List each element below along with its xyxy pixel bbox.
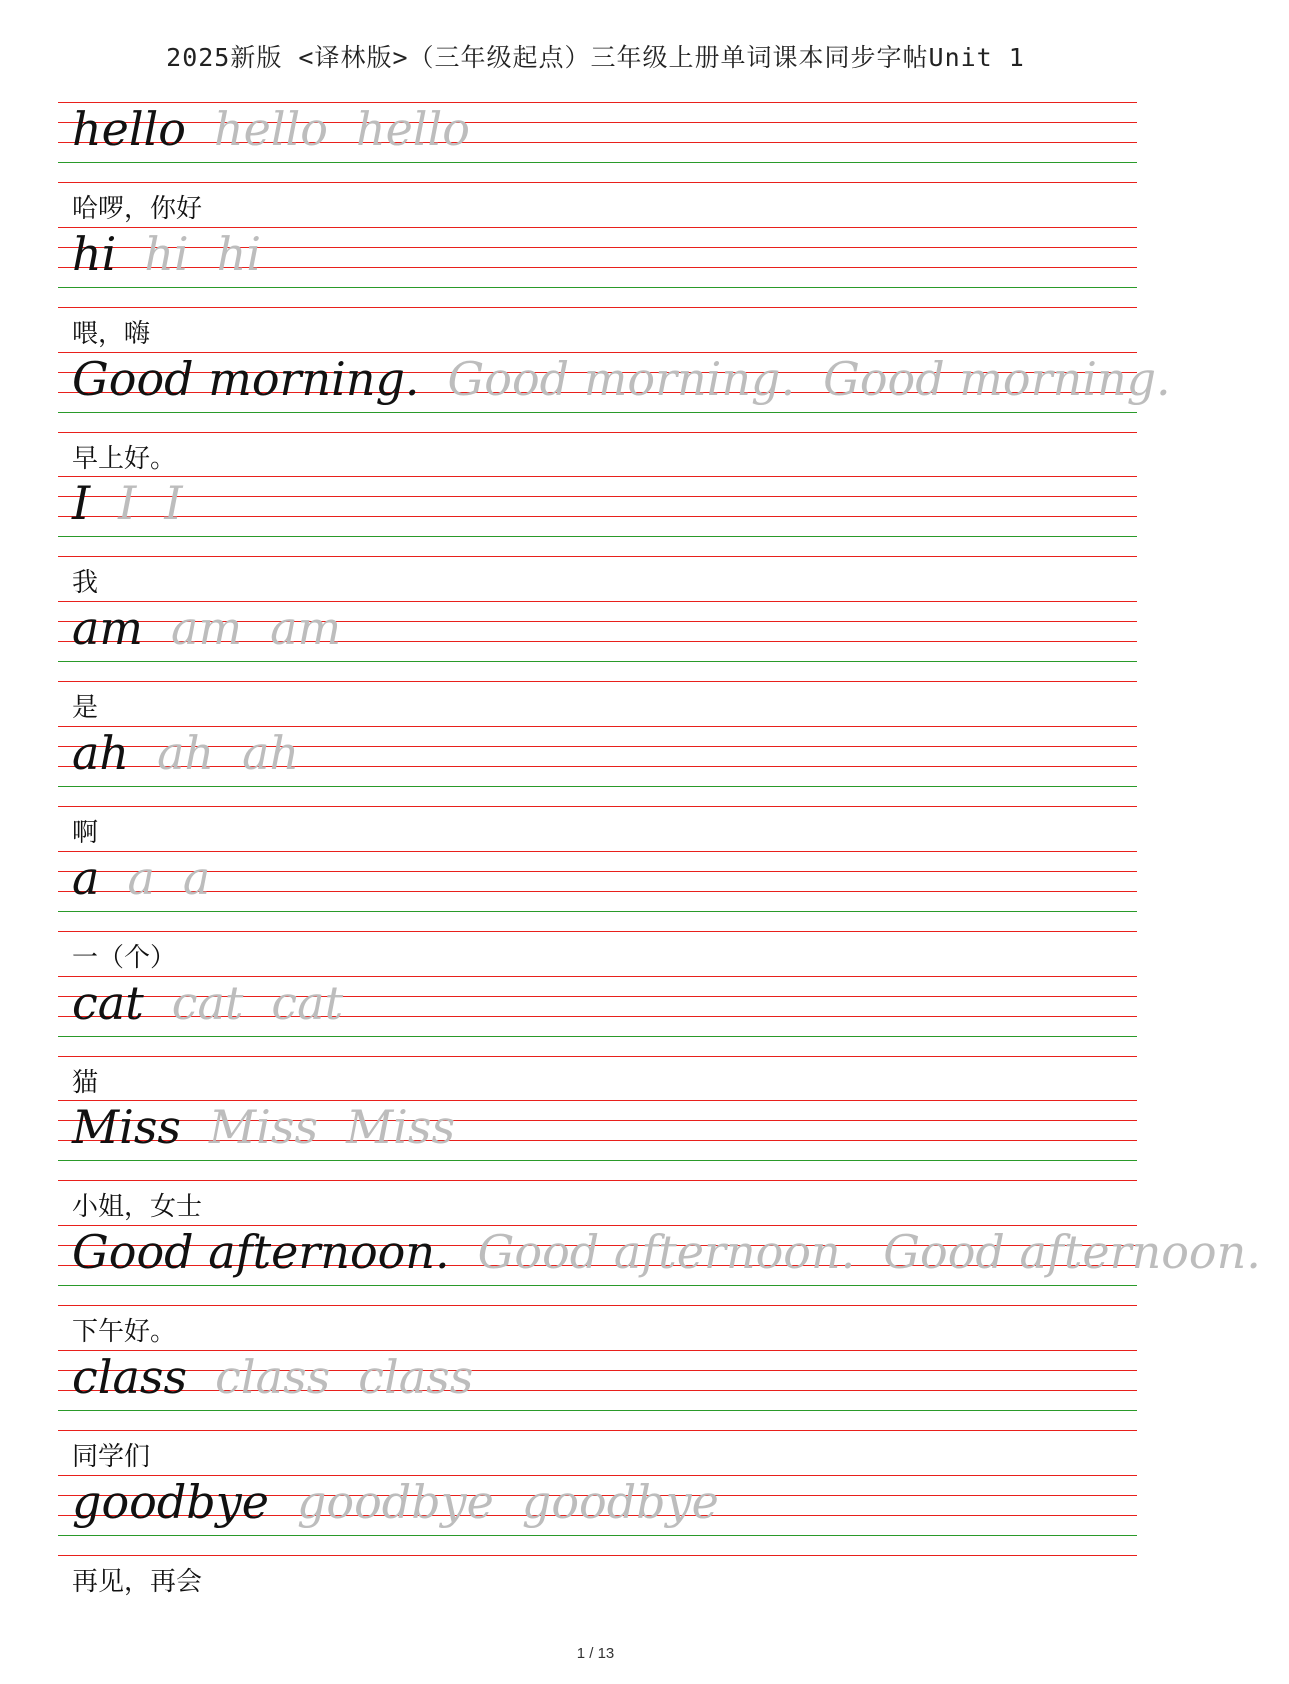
trace-word: hi <box>144 226 189 281</box>
word: Good afternoon. <box>72 1225 450 1280</box>
baseline <box>58 1410 1137 1411</box>
trace-word: Good morning. <box>823 351 1171 406</box>
word-meaning: 猫 <box>72 1067 99 1098</box>
guide-line <box>58 182 1137 183</box>
copybook-row <box>0 227 1191 351</box>
word: cat <box>72 975 144 1030</box>
trace-word: I <box>164 476 183 531</box>
baseline <box>58 911 1137 912</box>
trace-word: Good morning. <box>447 351 796 406</box>
baseline <box>58 1160 1137 1161</box>
baseline <box>58 1036 1137 1037</box>
baseline <box>58 162 1137 163</box>
word-line <box>72 102 498 156</box>
word-meaning: 我 <box>72 568 99 599</box>
copybook-row <box>0 352 1191 476</box>
word-line <box>72 226 289 281</box>
word-line <box>72 601 369 656</box>
word-meaning: 下午好。 <box>72 1317 177 1348</box>
word-meaning: 是 <box>72 693 99 724</box>
word-meaning: 哈啰，你好 <box>72 194 203 224</box>
trace-word: Miss <box>346 1100 456 1155</box>
trace-word: hello <box>355 102 470 156</box>
guide-line <box>58 516 1137 517</box>
page-number: 1 / 13 <box>576 1645 615 1662</box>
trace-word: hi <box>216 226 262 281</box>
trace-word: Good afternoon. <box>883 1225 1261 1280</box>
word-meaning: 喂，嗨 <box>72 318 151 349</box>
word-line <box>72 726 327 780</box>
trace-word: ah <box>242 726 300 780</box>
guide-line <box>58 851 1137 852</box>
guide-line <box>58 307 1137 308</box>
trace-word: class <box>358 1350 474 1404</box>
baseline <box>58 786 1137 787</box>
word-line <box>72 1350 501 1404</box>
trace-word: am <box>270 601 342 656</box>
copybook-row <box>0 851 1191 975</box>
guide-line <box>58 1056 1137 1057</box>
word-meaning: 早上好。 <box>72 443 177 474</box>
word: ah <box>72 726 130 780</box>
word: Good morning. <box>72 351 420 406</box>
baseline <box>58 287 1137 288</box>
guide-line <box>58 1180 1137 1181</box>
copybook-row <box>0 476 1191 600</box>
guide-line <box>58 806 1137 807</box>
word: am <box>72 601 144 656</box>
word-meaning: 啊 <box>72 818 99 848</box>
word: Miss <box>72 1100 182 1155</box>
trace-word: Good afternoon. <box>477 1225 856 1280</box>
word-meaning: 一（个） <box>72 942 177 973</box>
trace-word: hello <box>213 102 328 156</box>
trace-word: I <box>118 476 137 531</box>
copybook-row <box>0 1225 1261 1349</box>
word-line <box>72 1225 1289 1280</box>
guide-line <box>58 931 1137 932</box>
trace-word: cat <box>171 975 244 1030</box>
guide-line <box>58 556 1137 557</box>
word-meaning: 再见，再会 <box>72 1566 203 1597</box>
trace-word: Miss <box>209 1100 319 1155</box>
copybook-row <box>0 601 1191 725</box>
word-line <box>72 351 1199 406</box>
word: hello <box>72 102 186 156</box>
copybook-row <box>0 102 1191 226</box>
guide-line <box>58 1305 1137 1306</box>
trace-word: a <box>182 850 211 905</box>
guide-line <box>58 496 1137 497</box>
copybook-row <box>0 1100 1191 1224</box>
baseline <box>58 1285 1137 1286</box>
word-meaning: 同学们 <box>72 1442 151 1472</box>
baseline <box>58 412 1137 413</box>
word: hi <box>72 226 117 281</box>
copybook-row <box>0 1350 1191 1474</box>
word: class <box>72 1350 188 1404</box>
word-line <box>72 1100 483 1155</box>
guide-line <box>58 681 1137 682</box>
copybook-row <box>0 1475 1191 1599</box>
guide-line <box>58 476 1137 477</box>
page-title: 2025新版 <译林版>（三年级起点）三年级上册单词课本同步字帖Unit 1 <box>166 43 1025 72</box>
word: I <box>72 476 91 531</box>
guide-line <box>58 1555 1137 1556</box>
copybook-row <box>0 726 1191 850</box>
trace-word: a <box>127 850 155 905</box>
word-line <box>72 476 211 531</box>
guide-line <box>58 726 1137 727</box>
word-line <box>72 975 371 1030</box>
trace-word: ah <box>157 726 215 780</box>
word: goodbye <box>72 1474 269 1529</box>
baseline <box>58 536 1137 537</box>
guide-line <box>58 1430 1137 1431</box>
word-meaning: 小姐，女士 <box>72 1192 203 1223</box>
trace-word: goodbye <box>521 1474 719 1529</box>
trace-word: am <box>171 601 243 656</box>
trace-word: cat <box>271 975 344 1030</box>
copybook-row <box>0 976 1191 1100</box>
guide-line <box>58 432 1137 433</box>
baseline <box>58 661 1137 662</box>
word-line <box>72 850 238 905</box>
trace-word: goodbye <box>296 1474 494 1529</box>
baseline <box>58 1535 1137 1536</box>
word: a <box>72 850 100 905</box>
trace-word: class <box>215 1350 331 1404</box>
word-line <box>72 1474 747 1529</box>
